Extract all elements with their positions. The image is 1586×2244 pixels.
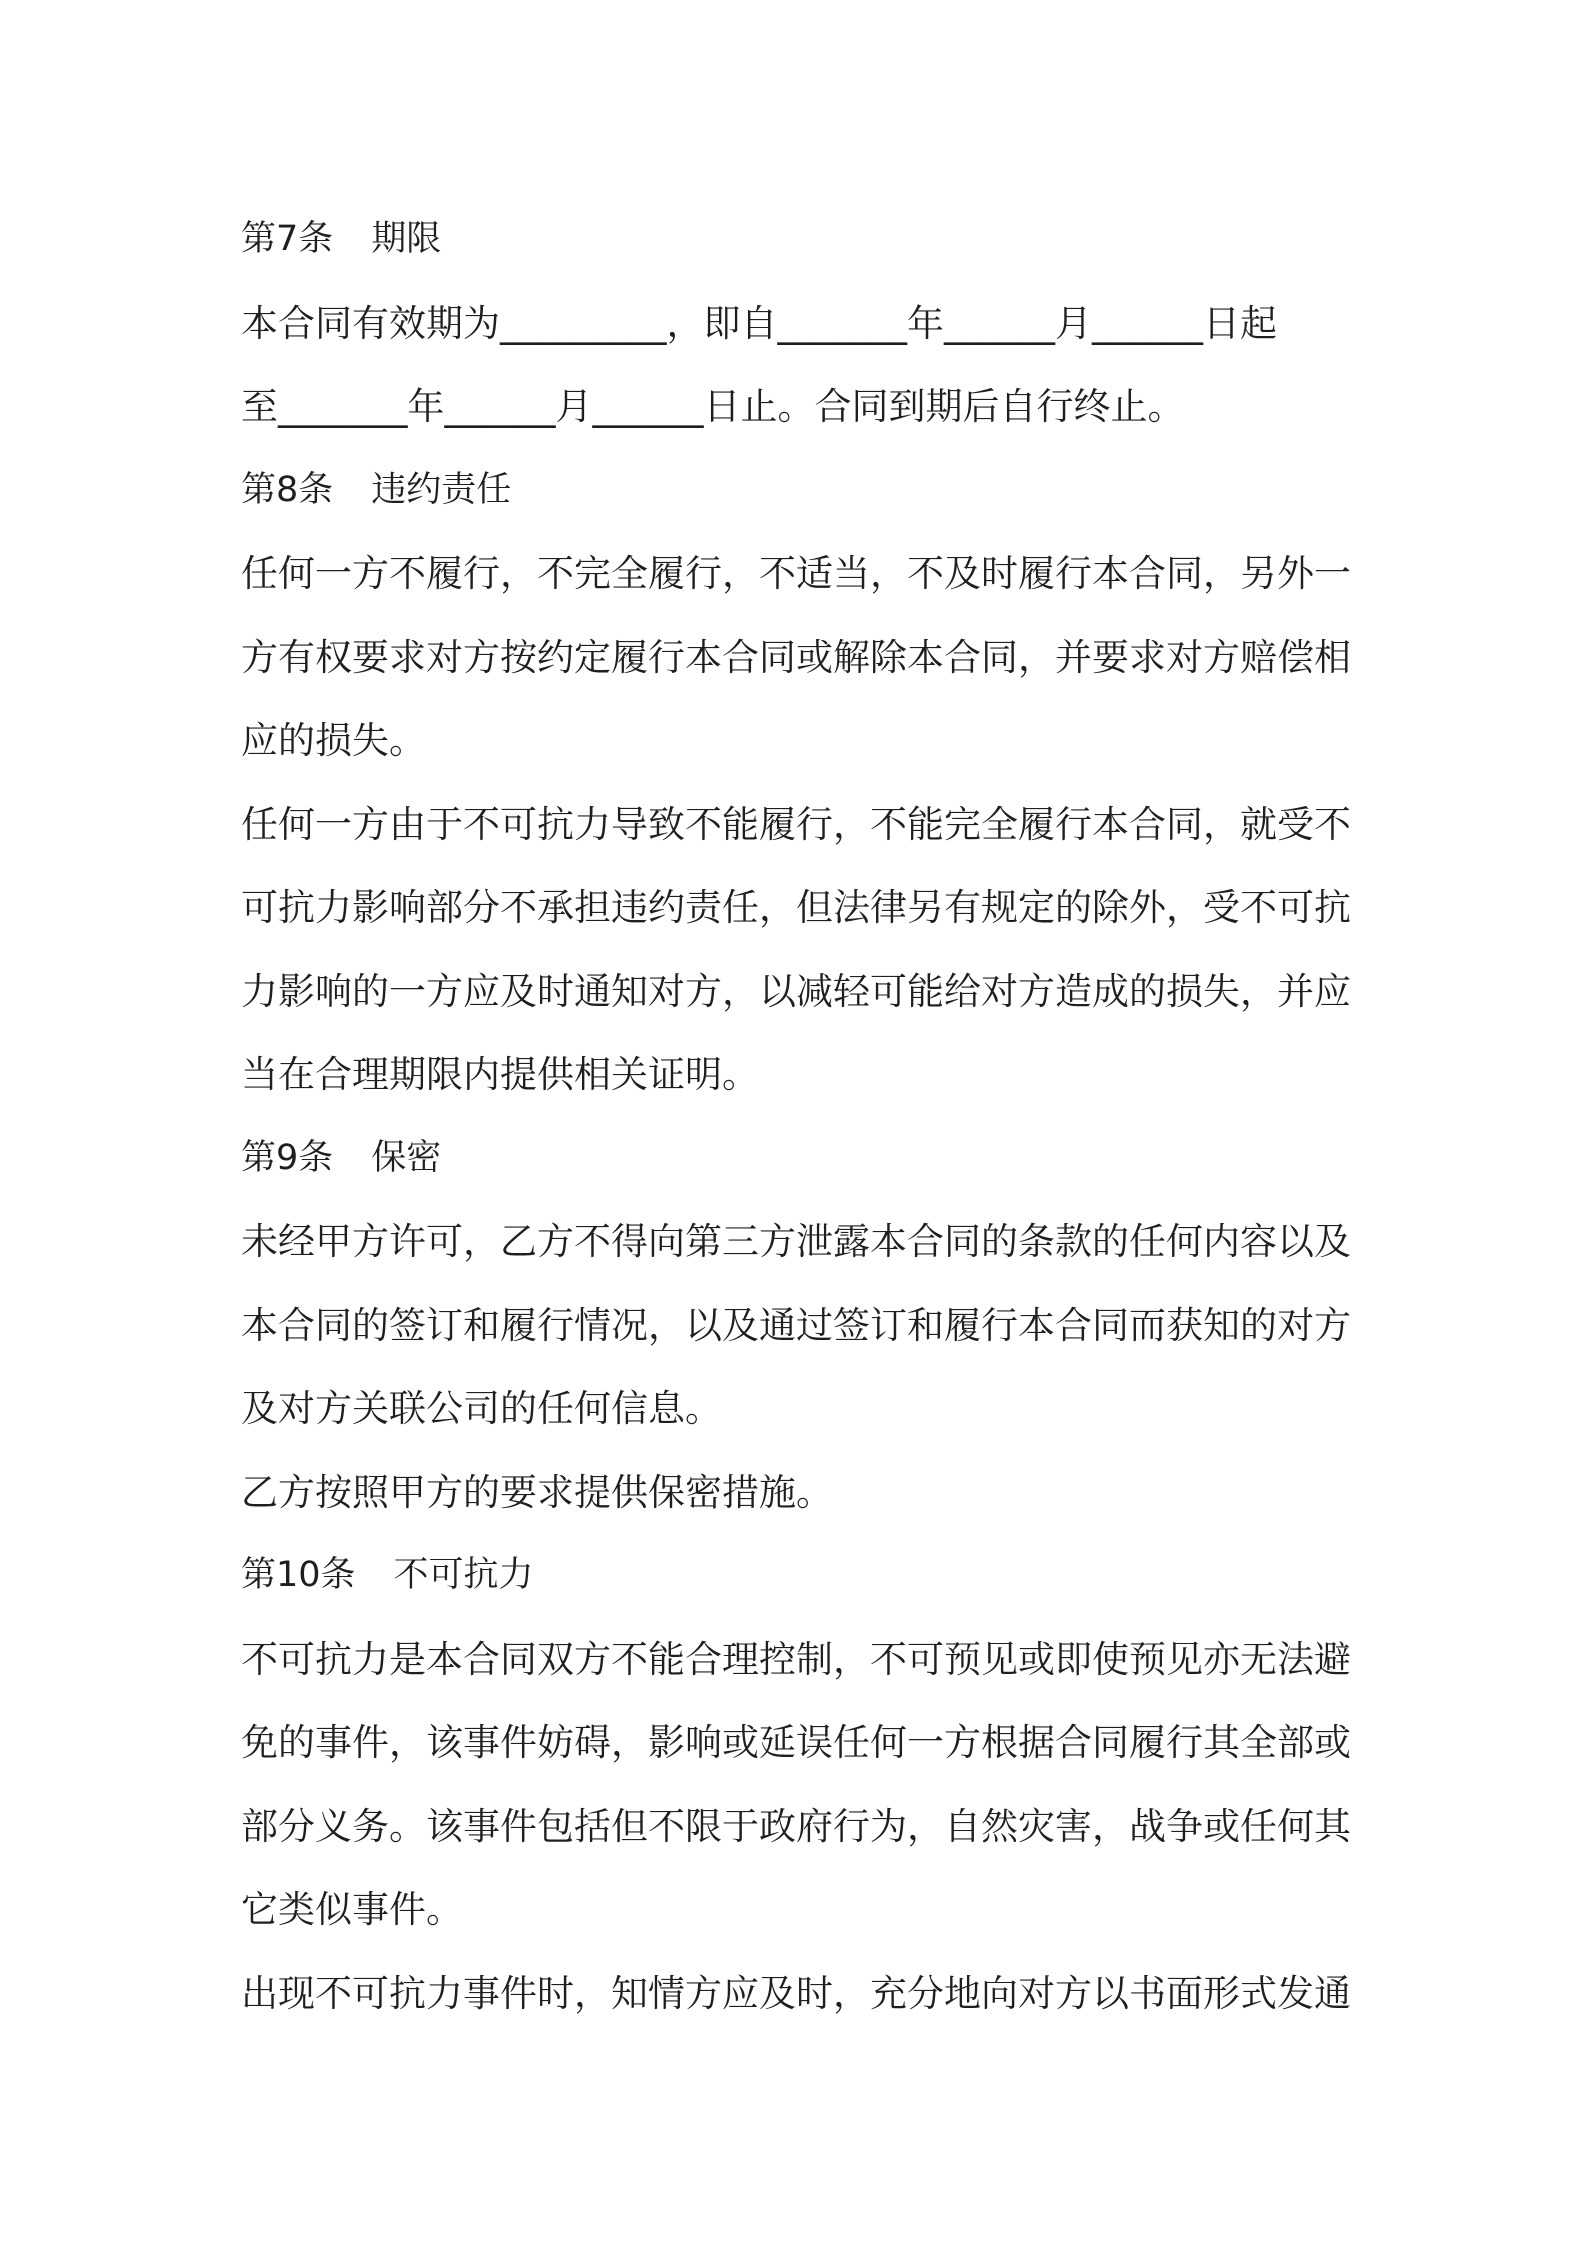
article-title: 期限	[371, 219, 442, 259]
paragraph-line: 任何一方不履行，不完全履行，不适当，不及时履行本合同，另外一	[241, 552, 1351, 595]
article-number: 第10条	[241, 1555, 356, 1595]
paragraph-line: 未经甲方许可，乙方不得向第三方泄露本合同的条款的任何内容以及	[241, 1220, 1351, 1263]
article-7-heading	[241, 198, 1356, 282]
article-8-heading	[241, 449, 1356, 533]
paragraph-line: 可抗力影响部分不承担违约责任，但法律另有规定的除外，受不可抗	[241, 886, 1351, 929]
paragraph-line: 至_______年______月______日止。合同到期后自行终止。	[241, 385, 1185, 428]
article-9-heading	[241, 1117, 1356, 1201]
paragraph-line: 它类似事件。	[241, 1888, 463, 1931]
article-title: 保密	[371, 1137, 442, 1178]
article-number: 第7条	[241, 219, 334, 259]
paragraph-line: 不可抗力是本合同双方不能合理控制，不可预见或即使预见亦无法避	[241, 1637, 1351, 1681]
paragraph-line: 乙方按照甲方的要求提供保密措施。	[241, 1470, 833, 1514]
article-number: 第9条	[241, 1137, 334, 1178]
article-title: 不可抗力	[393, 1555, 534, 1595]
paragraph-line: 应的损失。	[241, 719, 426, 762]
paragraph-line: 出现不可抗力事件时，知情方应及时，充分地向对方以书面形式发通	[241, 1971, 1351, 2015]
article-number: 第8条	[241, 469, 334, 510]
paragraph-line: 及对方关联公司的任何信息。	[241, 1387, 722, 1430]
paragraph-line: 力影响的一方应及时通知对方，以减轻可能给对方造成的损失，并应	[241, 969, 1351, 1013]
paragraph-line: 方有权要求对方按约定履行本合同或解除本合同，并要求对方赔偿相	[241, 635, 1351, 679]
paragraph-line: 本合同有效期为_________，即自_______年______月______日起	[241, 301, 1277, 345]
article-title: 违约责任	[371, 469, 512, 510]
paragraph-line: 本合同的签订和履行情况，以及通过签订和履行本合同而获知的对方	[241, 1303, 1351, 1347]
paragraph-line: 部分义务。该事件包括但不限于政府行为，自然灾害，战争或任何其	[241, 1804, 1351, 1848]
article-10-heading	[241, 1534, 1356, 1618]
paragraph-line: 免的事件，该事件妨碍，影响或延误任何一方根据合同履行其全部或	[241, 1721, 1351, 1764]
paragraph-line: 任何一方由于不可抗力导致不能履行，不能完全履行本合同，就受不	[241, 802, 1351, 846]
document-body	[241, 198, 1356, 2035]
paragraph-line: 当在合理期限内提供相关证明。	[241, 1053, 759, 1096]
